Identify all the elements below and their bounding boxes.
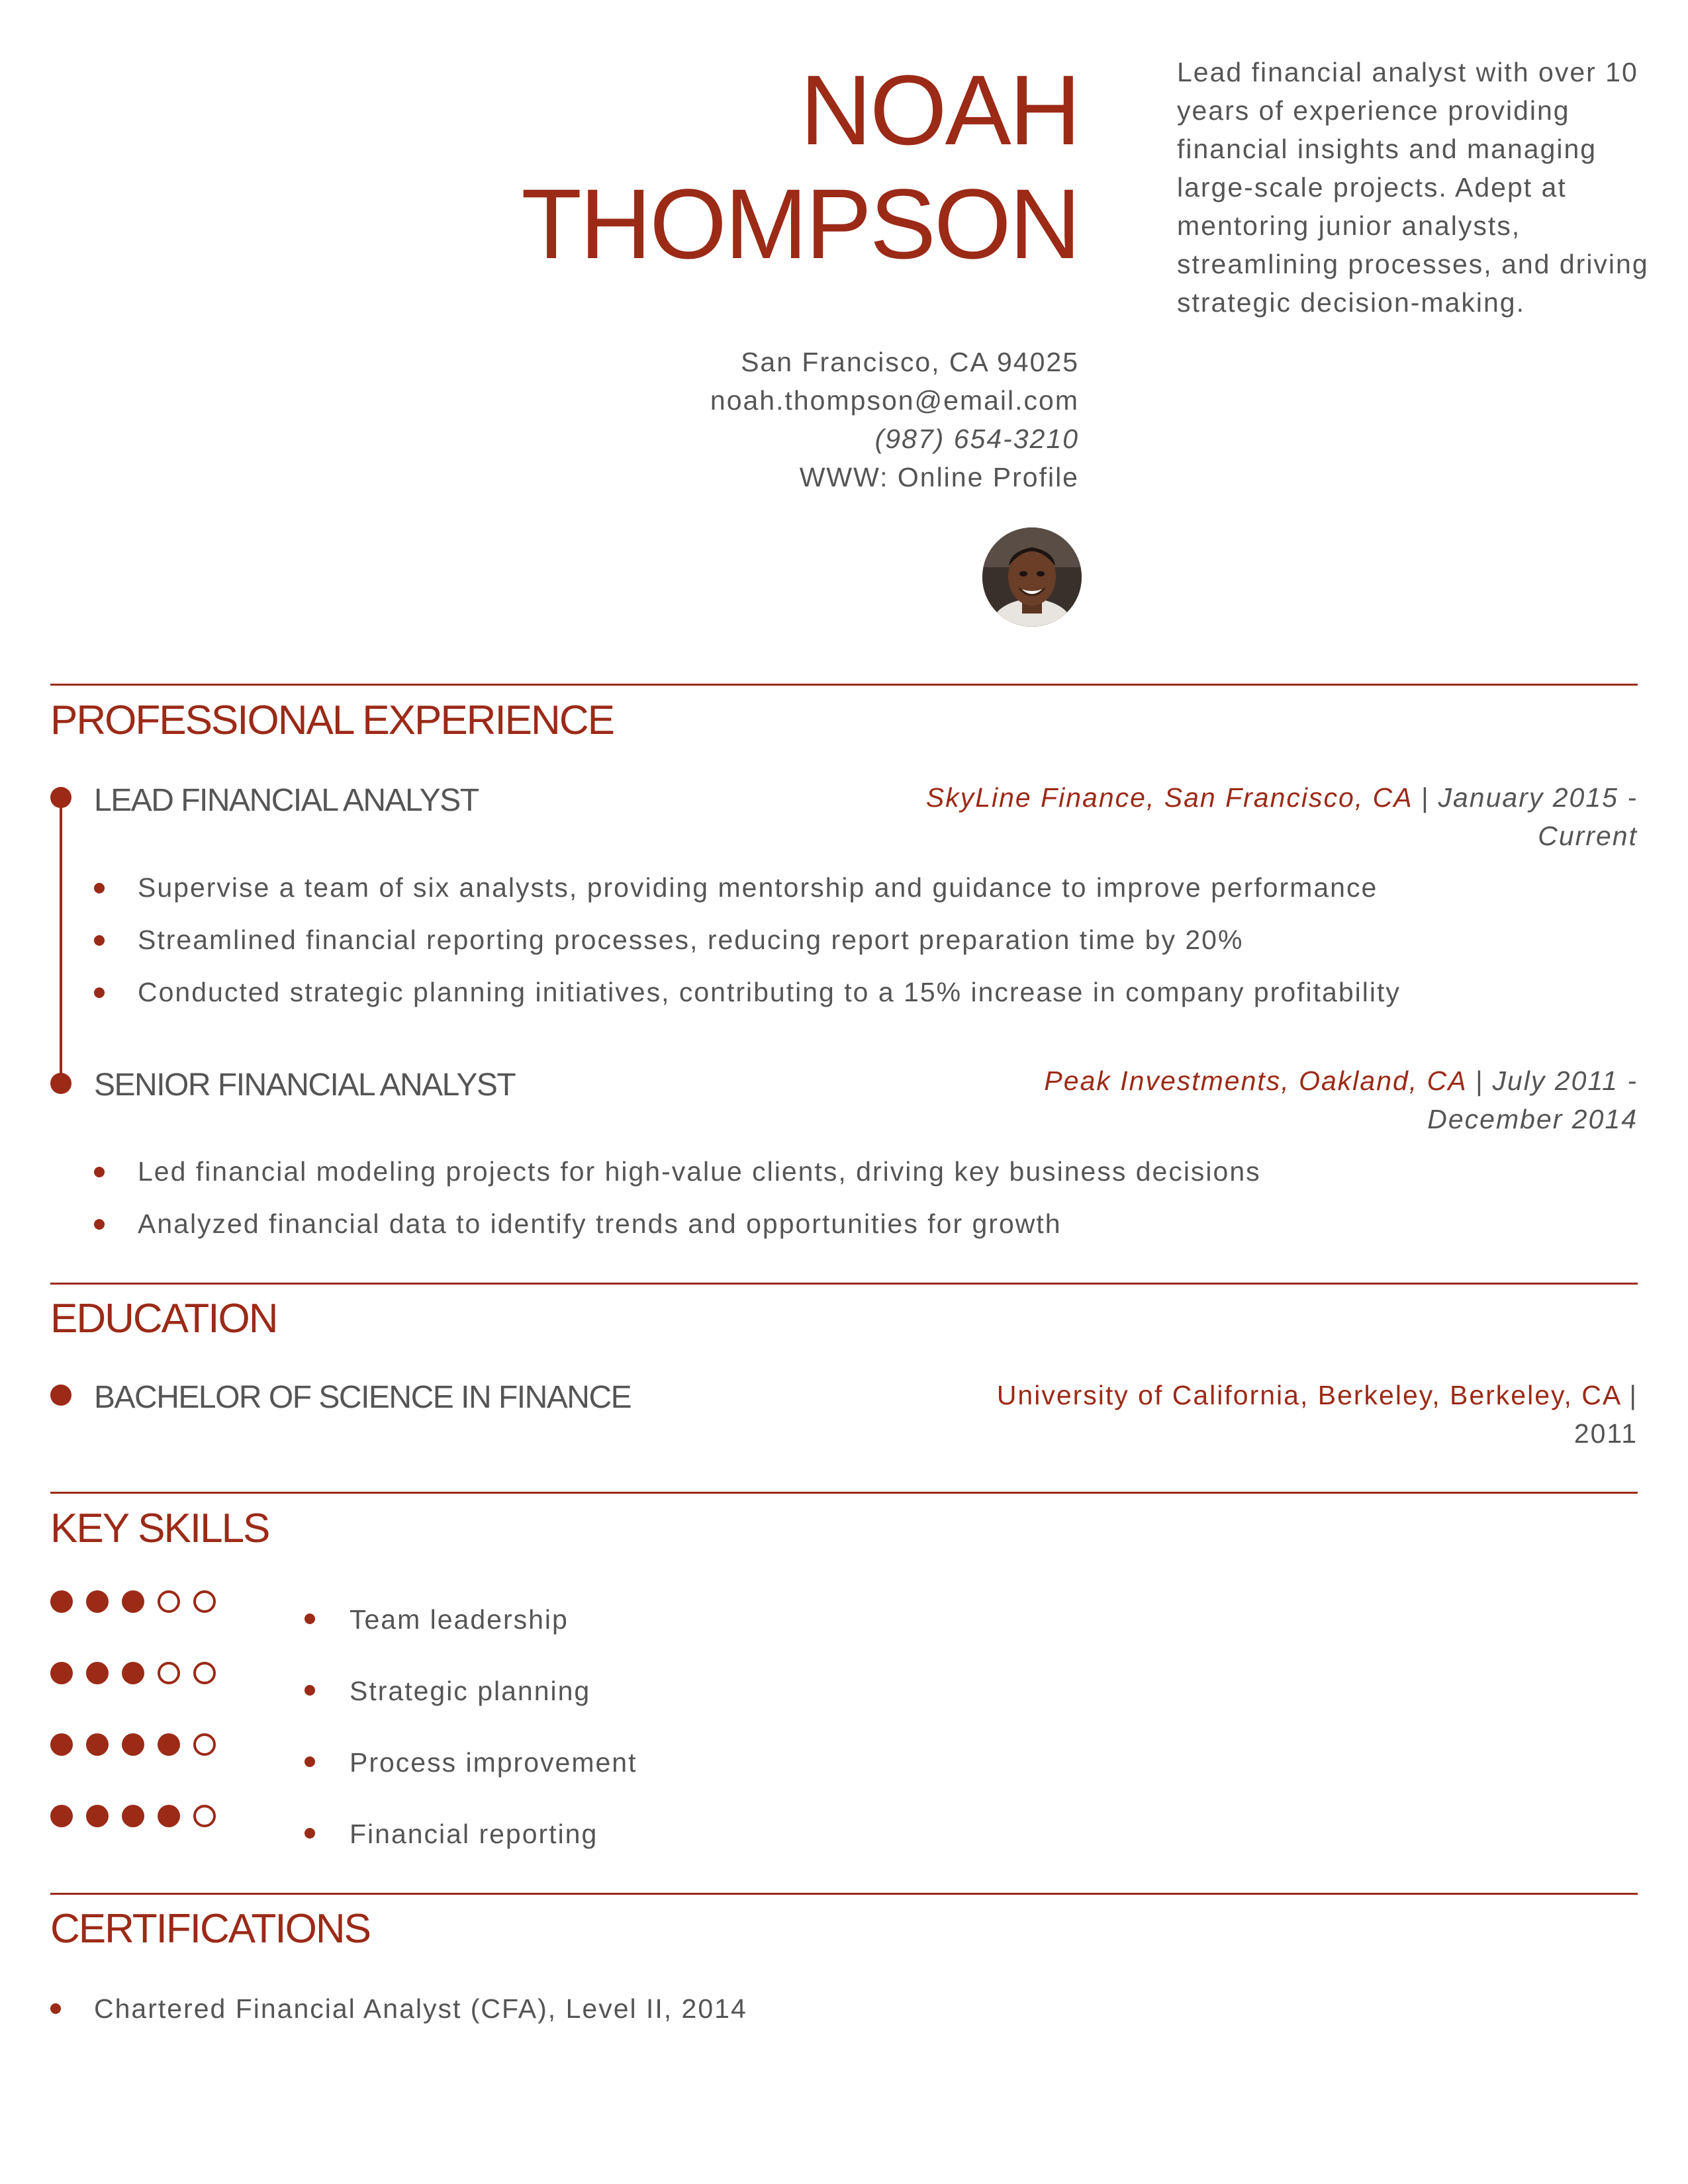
certification-list (50, 1989, 747, 2028)
rating-dot-filled (86, 1805, 109, 1827)
skill-item: Team leadership (301, 1600, 637, 1672)
list-item: Streamlined financial reporting processes, reducing report preparation time by 20% (94, 914, 1401, 966)
job-bullets (94, 1146, 1261, 1250)
divider (50, 684, 1638, 686)
rating-dot-empty (193, 1662, 216, 1684)
skill-rating (50, 1733, 216, 1756)
divider (50, 1893, 1638, 1895)
rating-dot-filled (86, 1590, 109, 1613)
degree-title: BACHELOR OF SCIENCE IN FINANCE (94, 1380, 632, 1415)
first-name: NOAH (800, 54, 1079, 165)
contact-address: San Francisco, CA 94025 (741, 347, 1079, 377)
degree-dot (50, 1385, 71, 1406)
graduation-year: 2011 (1573, 1418, 1638, 1449)
list-item: Supervise a team of six analysts, providing mentorship and guidance to improve performance (94, 862, 1401, 914)
rating-dot-empty (158, 1590, 180, 1613)
skill-rating (50, 1590, 216, 1613)
rating-dot-filled (50, 1590, 73, 1613)
contact-phone[interactable]: (987) 654-3210 (874, 424, 1079, 454)
rating-dot-filled (122, 1590, 144, 1613)
avatar-photo (982, 527, 1082, 627)
rating-dot-filled (158, 1733, 180, 1756)
rating-dot-filled (50, 1805, 73, 1827)
list-item: Led financial modeling projects for high-value clients, driving key business decisions (94, 1146, 1261, 1198)
skill-item: Process improvement (301, 1743, 637, 1815)
job-dates: July 2011 - (1492, 1066, 1638, 1096)
timeline-dot (50, 1073, 71, 1094)
rating-dot-filled (86, 1662, 109, 1684)
rating-dot-filled (122, 1805, 144, 1827)
job-dates-end: Current (1538, 821, 1638, 851)
rating-dot-empty (158, 1662, 180, 1684)
timeline-dot (50, 787, 71, 808)
avatar (982, 527, 1082, 627)
rating-dot-filled (50, 1662, 73, 1684)
contact-block (710, 343, 1079, 496)
job-company: Peak Investments (1044, 1066, 1282, 1096)
job-dates: January 2015 - (1438, 782, 1638, 813)
job-location: Oakland, CA (1299, 1066, 1467, 1096)
skill-item: Strategic planning (301, 1672, 637, 1743)
section-title-skills: KEY SKILLS (50, 1506, 269, 1551)
list-item: Analyzed financial data to identify trends and opportunities for growth (94, 1198, 1261, 1250)
skill-list (301, 1600, 637, 1886)
rating-dot-filled (50, 1733, 73, 1756)
contact-website[interactable]: WWW: Online Profile (799, 462, 1079, 492)
skill-rating (50, 1662, 216, 1684)
section-title-experience: PROFESSIONAL EXPERIENCE (50, 698, 614, 743)
school-name: University of California, Berkeley, Berkeley, CA (996, 1380, 1620, 1410)
job-meta: Peak Investments, Oakland, CA | July 2011 - December 2014 (1044, 1062, 1638, 1138)
rating-dot-empty (193, 1590, 216, 1613)
divider (50, 1492, 1638, 1494)
rating-dot-empty (193, 1805, 216, 1827)
job-dates-end: December 2014 (1427, 1104, 1638, 1134)
last-name: THOMPSON (521, 168, 1079, 279)
divider (50, 1283, 1638, 1285)
list-item: Conducted strategic planning initiatives, contributing to a 15% increase in company profitability (94, 966, 1401, 1019)
candidate-name (521, 53, 1079, 281)
job-company: SkyLine Finance (925, 782, 1147, 813)
section-title-certifications: CERTIFICATIONS (50, 1906, 370, 1952)
rating-dot-filled (158, 1805, 180, 1827)
education-meta: University of California, Berkeley, Berkeley, CA | 2011 (997, 1376, 1638, 1453)
rating-dot-filled (86, 1733, 109, 1756)
skill-rating (50, 1805, 216, 1827)
rating-dot-filled (122, 1662, 144, 1684)
profile-summary: Lead financial analyst with over 10 years of experience providing financial insights and managing large-scale projects. Adept at mentoring junior analysts, streamlining processes, and driving strategic decision-making. (1177, 57, 1649, 318)
certification-item: Chartered Financial Analyst (CFA), Level II, 2014 (50, 1989, 747, 2028)
job-title: SENIOR FINANCIAL ANALYST (94, 1068, 516, 1103)
rating-dot-empty (193, 1733, 216, 1756)
rating-dot-filled (122, 1733, 144, 1756)
job-location: San Francisco, CA (1164, 782, 1413, 813)
job-bullets (94, 862, 1401, 1019)
timeline-line (60, 797, 62, 1083)
skill-item: Financial reporting (301, 1815, 637, 1886)
contact-email[interactable]: noah.thompson@email.com (710, 385, 1079, 416)
section-title-education: EDUCATION (50, 1296, 277, 1342)
job-title: LEAD FINANCIAL ANALYST (94, 783, 479, 818)
job-meta: SkyLine Finance, San Francisco, CA | January 2015 - Current (926, 778, 1638, 855)
